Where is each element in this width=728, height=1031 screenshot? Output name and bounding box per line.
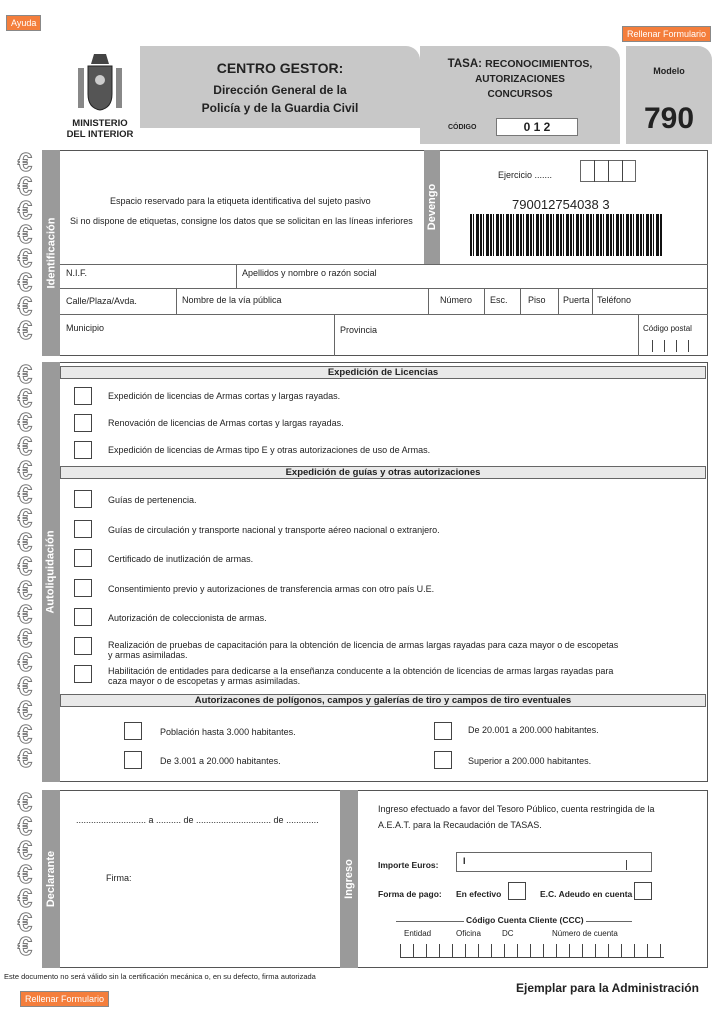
euro-icon: €	[17, 291, 33, 321]
euro-icon: €	[17, 859, 33, 889]
euro-icon: €	[17, 811, 33, 841]
euro-icon: €	[17, 551, 33, 581]
option-label-multiline: Realización de pruebas de capacitación para la obtención de licencia de armas largas rayadas para caza mayor o de escopetas y armas asimiladas.	[108, 640, 619, 660]
ejercicio-label: Ejercicio .......	[498, 170, 553, 180]
nif-label: N.I.F.	[66, 268, 88, 278]
row-divider	[60, 264, 708, 265]
checkbox-poblacion-20001-200000[interactable]	[434, 722, 452, 740]
checkbox-poblacion-3000[interactable]	[124, 722, 142, 740]
help-button[interactable]: Ayuda	[6, 15, 41, 31]
importe-mark: I	[463, 856, 466, 866]
checkbox-habilitacion-entidades[interactable]	[74, 665, 92, 683]
codigo-label: CÓDIGO	[448, 124, 477, 131]
euro-icon: €	[17, 787, 33, 817]
euro-icon: €	[17, 695, 33, 725]
calle-label: Calle/Plaza/Avda.	[66, 296, 137, 306]
autoliquidacion-side-label: Autoliquidación	[42, 362, 60, 782]
euro-icon: €	[17, 931, 33, 961]
firma-label: Firma:	[106, 873, 132, 883]
euro-icon: €	[17, 243, 33, 273]
row-divider	[60, 314, 708, 315]
municipio-label: Municipio	[66, 323, 105, 333]
tasa-value: RECONOCIMIENTOS,	[485, 58, 593, 70]
euro-icon: €	[17, 147, 33, 177]
importe-input[interactable]	[456, 852, 652, 872]
cp-tick	[676, 340, 677, 352]
sec-guias-title: Expedición de guías y otras autorizaciones	[60, 466, 706, 479]
col-divider	[176, 288, 177, 314]
nombre-via-label: Nombre de la vía pública	[182, 295, 282, 305]
barcode-icon	[470, 214, 662, 256]
ccc-numero-cuenta-label: Número de cuenta	[552, 929, 618, 938]
option-label: Población hasta 3.000 habitantes.	[160, 727, 296, 737]
barcode-number: 790012754038 3	[512, 197, 610, 212]
euro-icon: €	[17, 599, 33, 629]
checkbox-coleccionista[interactable]	[74, 608, 92, 626]
identificacion-side-label: Identificación	[42, 150, 60, 356]
euro-icon: €	[17, 267, 33, 297]
cp-tick	[664, 340, 665, 352]
piso-label: Piso	[528, 295, 546, 305]
modelo-panel	[626, 46, 712, 144]
ejercicio-divider	[608, 160, 609, 182]
col-divider	[484, 288, 485, 314]
euro-icon: €	[17, 835, 33, 865]
cp-tick	[688, 340, 689, 352]
codigo-postal-label: Código postal	[643, 324, 692, 333]
option-label: Renovación de licencias de Armas cortas y largas rayadas.	[108, 418, 344, 428]
modelo-label: Modelo	[653, 66, 685, 76]
tasa-panel	[420, 46, 620, 144]
row-divider	[60, 288, 708, 289]
checkbox-licencia-expedicion[interactable]	[74, 387, 92, 405]
ccc-input[interactable]	[400, 944, 664, 958]
euro-icon: €	[17, 719, 33, 749]
option-label: Certificado de inutlización de armas.	[108, 554, 254, 564]
efectivo-label: En efectivo	[456, 889, 502, 899]
checkbox-consentimiento-previo[interactable]	[74, 579, 92, 597]
importe-label: Importe Euros:	[378, 860, 439, 870]
option-label: Expedición de licencias de Armas cortas y largas rayadas.	[108, 391, 341, 401]
euro-icon: €	[17, 503, 33, 533]
euro-icon: €	[17, 407, 33, 437]
option-label: Consentimiento previo y autorizaciones de transferencia armas con otro país U.E.	[108, 584, 435, 594]
euro-icon: €	[17, 623, 33, 653]
euro-icon: €	[17, 647, 33, 677]
ingreso-text-line2: A.E.A.T. para la Recaudación de TASAS.	[378, 820, 542, 830]
col-divider	[638, 314, 639, 356]
col-divider	[558, 288, 559, 314]
coat-of-arms-icon	[72, 50, 128, 114]
option-label: De 3.001 a 20.000 habitantes.	[160, 756, 281, 766]
col-divider	[236, 264, 237, 288]
checkbox-guias-pertenencia[interactable]	[74, 490, 92, 508]
col-divider	[428, 288, 429, 314]
sec-poligonos-title: Autorizacones de polígonos, campos y galerías de tiro y campos de tiro eventuales	[60, 694, 706, 707]
checkbox-adeudo[interactable]	[634, 882, 652, 900]
ccc-entidad-label: Entidad	[404, 929, 432, 938]
option-label: De 20.001 a 200.000 habitantes.	[468, 725, 599, 735]
euro-strip-3	[4, 787, 40, 962]
fill-form-button-bottom[interactable]: Rellenar Formulario	[20, 991, 109, 1007]
cp-tick	[652, 340, 653, 352]
option-label: Guías de circulación y transporte nacional y transporte aéreo nacional o extranjero.	[108, 525, 440, 535]
apellidos-label: Apellidos y nombre o razón social	[242, 268, 377, 278]
euro-icon: €	[17, 195, 33, 225]
checkbox-pruebas-capacitacion[interactable]	[74, 637, 92, 655]
checkbox-licencia-renovacion[interactable]	[74, 414, 92, 432]
tasa-line3: CONCURSOS	[487, 89, 553, 100]
centro-gestor-line1: Dirección General de la	[213, 83, 347, 97]
centro-gestor-title: CENTRO GESTOR:	[216, 60, 344, 76]
numero-label: Número	[440, 295, 473, 305]
option-label: Autorización de coleccionista de armas.	[108, 613, 267, 623]
euro-icon: €	[17, 671, 33, 701]
ejercicio-divider	[594, 160, 595, 182]
euro-strip-2	[4, 359, 40, 780]
euro-strip-1	[4, 147, 40, 352]
euro-icon: €	[17, 479, 33, 509]
option-label: Superior a 200.000 habitantes.	[468, 756, 592, 766]
centro-gestor-line2: Policía y de la Guardia Civil	[201, 101, 359, 115]
euro-icon: €	[17, 455, 33, 485]
euro-icon: €	[17, 219, 33, 249]
euro-icon: €	[17, 883, 33, 913]
euro-icon: €	[17, 315, 33, 345]
date-place-line: ............................ a .......... de .............................. de .............	[76, 815, 319, 825]
checkbox-licencia-tipo-e[interactable]	[74, 441, 92, 459]
tasa-label: TASA:	[447, 58, 482, 70]
euro-icon: €	[17, 743, 33, 773]
euro-icon: €	[17, 907, 33, 937]
puerta-label: Puerta	[563, 295, 590, 305]
ingreso-text-line1: Ingreso efectuado a favor del Tesoro Público, cuenta restringida de la	[378, 804, 655, 814]
ministry-name: MINISTERIO DEL INTERIOR	[66, 118, 134, 140]
checkbox-certificado-inutilizacion[interactable]	[74, 549, 92, 567]
option-label: Guías de pertenencia.	[108, 495, 197, 505]
checkbox-guias-circulacion[interactable]	[74, 520, 92, 538]
ccc-title: Código Cuenta Cliente (CCC)	[466, 915, 584, 925]
checkbox-poblacion-3001-20000[interactable]	[124, 751, 142, 769]
centro-gestor-panel	[140, 46, 420, 128]
euro-icon: €	[17, 383, 33, 413]
ccc-dc-label: DC	[502, 929, 514, 938]
label-reserved-text: Espacio reservado para la etiqueta identificativa del sujeto pasivo	[110, 196, 371, 206]
ingreso-side-label: Ingreso	[340, 790, 358, 968]
devengo-side-label: Devengo	[424, 150, 440, 264]
modelo-value: 790	[643, 102, 695, 135]
label-hint-text: Si no dispone de etiquetas, consigne los datos que se solicitan en las líneas inferiores	[70, 216, 413, 226]
col-divider	[334, 314, 335, 356]
esc-label: Esc.	[490, 295, 508, 305]
telefono-label: Teléfono	[597, 295, 632, 305]
declarante-side-label: Declarante	[42, 790, 60, 968]
importe-decimal-tick	[626, 860, 627, 870]
euro-icon: €	[17, 575, 33, 605]
codigo-value: 0 1 2	[496, 118, 578, 136]
euro-icon: €	[17, 359, 33, 389]
tasa-line2: AUTORIZACIONES	[475, 74, 565, 85]
provincia-label: Provincia	[340, 325, 378, 335]
checkbox-poblacion-200000[interactable]	[434, 751, 452, 769]
col-divider	[520, 288, 521, 314]
adeudo-label: E.C. Adeudo en cuenta	[540, 889, 633, 899]
option-label-multiline: Habilitación de entidades para dedicarse a la enseñanza conducente a la obtención de licencias de armas largas rayadas para caza mayor o de escopetas y armas asimiladas.	[108, 666, 614, 686]
euro-icon: €	[17, 527, 33, 557]
option-label: Expedición de licencias de Armas tipo E y otras autorizaciones de uso de Armas.	[108, 445, 431, 455]
fill-form-button-top[interactable]: Rellenar Formulario	[622, 26, 711, 42]
ejemplar-label: Ejemplar para la Administración	[516, 981, 699, 995]
sec-licencias-title: Expedición de Licencias	[60, 366, 706, 379]
euro-icon: €	[17, 171, 33, 201]
forma-pago-label: Forma de pago:	[378, 889, 442, 899]
validity-note: Este documento no será válido sin la certificación mecánica o, en su defecto, firma autorizada	[4, 972, 316, 981]
col-divider	[592, 288, 593, 314]
checkbox-efectivo[interactable]	[508, 882, 526, 900]
euro-icon: €	[17, 431, 33, 461]
ccc-oficina-label: Oficina	[456, 929, 481, 938]
ejercicio-divider	[622, 160, 623, 182]
